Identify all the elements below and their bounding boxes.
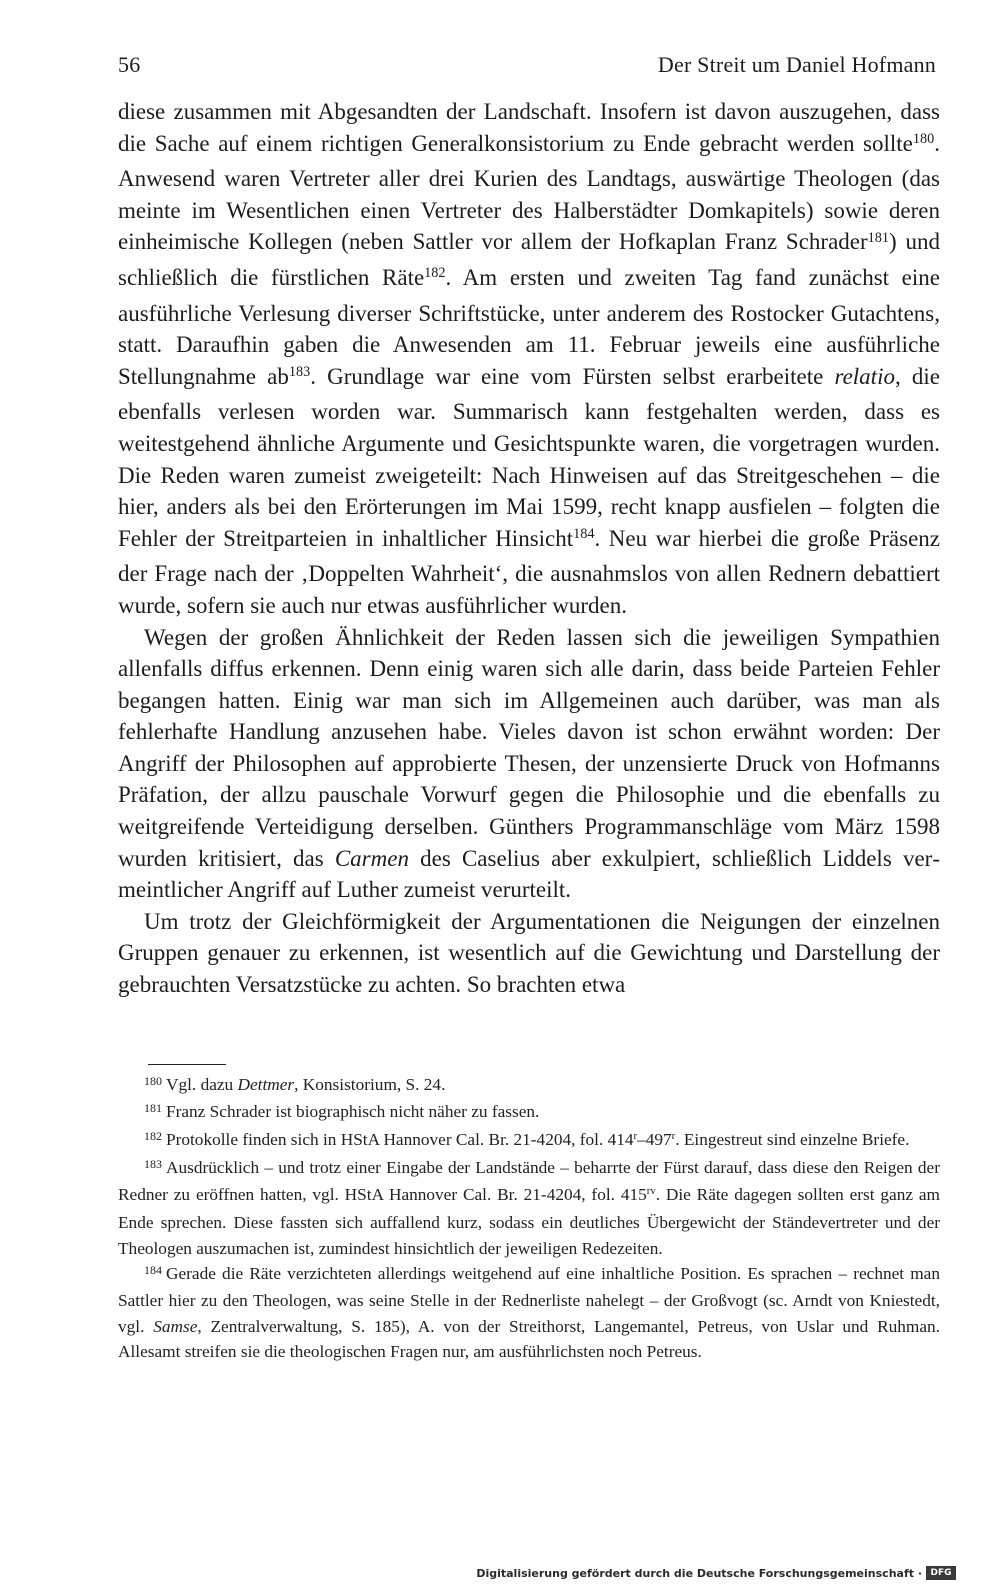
footnote-ref-183[interactable]: 183 bbox=[288, 363, 311, 380]
footnote-182: $^{182}$ Protokolle finden sich in HStA Hannover Cal. Br. 21-4204, fol. 414$^r$–497$^r$. Eingestreut sind einzelne Briefe. bbox=[144, 1128, 910, 1149]
italic-carmen: Carmen bbox=[334, 845, 409, 871]
italic-relatio: relatio bbox=[834, 363, 895, 389]
running-head bbox=[118, 52, 936, 84]
footnote-184: $^{184}$ Gerade die Räte verzichteten allerdings weitgehend auf eine inhaltliche Position. Es sprachen – rechnet man Sattler hier zu den Theologen, was seine Stelle in der Rednerliste nahelegt – der Großvogt (sc. Arndt von Kniestedt, vgl. Samse, Zentralverwaltung, S. 185), A. von der Streithorst, Langemantel, Petreus, von Uslar und Ruhman. Allesamt streifen sie die theologischen Fragen nur, am ausführlichsten noch Petreus. bbox=[118, 1263, 940, 1361]
footnote-ref-181[interactable]: 181 bbox=[867, 229, 890, 246]
credit-text: Digitalisierung gefördert durch die Deutsche Forschungsgemeinschaft · bbox=[476, 1566, 922, 1580]
digitization-credit bbox=[476, 1564, 956, 1582]
paragraph-3: Um trotz der Gleichförmigkeit der Argumentationen die Neigungen der einzelnen Gruppen genauer zu erkennen, ist wesentlich auf die Gewichtung und Darstellung der gebrauchten Versatzstücke zu achten. So brachten etwa bbox=[118, 908, 940, 998]
footnotes bbox=[118, 1072, 940, 1364]
page-number: 56 bbox=[118, 52, 141, 77]
footnote-ref-182[interactable]: 182 bbox=[424, 265, 446, 282]
dfg-logo-icon: DFG bbox=[926, 1566, 956, 1580]
footnote-181: $^{181}$ Franz Schrader ist biographisch nicht näher zu fassen. bbox=[144, 1101, 540, 1122]
paragraph-1: diese zusammen mit Abgesandten der Landschaft. Insofern ist davon auszugehen, dass die Sache auf einem richtigen Generalkonsistorium zu Ende gebracht werden sollte$^{180}$. Anwesend waren Vertreter aller drei Kurien des Landtags, auswärtige Theologen (das meinte im Wesentlichen einen Vertreter des Halberstädter Domkapitels) sowie deren einheimische Kollegen (neben Sattler vor allem der Hofkaplan Franz Schrader$^{181}$) und schließlich die fürstlichen Räte$^{182}$. Am ersten und zweiten Tag fand zunächst eine ausführliche Verlesung diverser Schriftstücke, unter anderem des Rostocker Gutachtens, statt. Daraufhin gaben die Anwesenden am 11. Februar jeweils eine ausführliche Stellungnahme $ab^{183}$. Grundlage war eine vom Fürsten selbst erarbeitete relatio, die ebenfalls verlesen worden war. Summarisch kann festgehalten werden, dass es weitestgehend ähnliche Argumente und Gesichtspunkte waren, die vorgetragen wurden. Die Reden waren zumeist zweigeteilt: Nach Hinweisen auf das Streitgeschehen – die hier, anders als bei den Erörterungen im Mai 1599, recht knapp ausfielen – folgten die Fehler der Streitparteien in inhaltlicher Hinsicht$^{184}$. Neu war hierbei die große Präsenz der Frage nach der ‚Doppelten Wahrheit‘, die ausnahmslos von allen Rednern debattiert wurde, sofern sie auch nur etwas ausführlicher wurden. bbox=[118, 99, 940, 618]
running-title: Der Streit um Daniel Hofmann bbox=[657, 52, 936, 77]
footnote-183: $^{183}$ Ausdrücklich – und trotz einer Eingabe der Landstände – beharrte der Fürst darauf, dass diese den Reigen der Redner zu eröffnen hatten, vgl. HStA Hannover Cal. Br. 21-4204, fol. $415^{rv}$. Die Räte dagegen sollten erst ganz am Ende sprechen. Diese fassten sich auffallend kurz, sodass ein deutliches Übergewicht der Ständevertreter und der Theologen auszumachen ist, zumindest hinsichtlich der jeweiligen Redezeiten. bbox=[118, 1156, 941, 1258]
footnote-180: $^{180}$ Vgl. dazu Dettmer, Konsistorium, S. 24. bbox=[144, 1074, 446, 1094]
main-text bbox=[118, 96, 940, 1001]
footnote-ref-180[interactable]: 180 bbox=[912, 130, 935, 147]
footnote-separator bbox=[148, 1064, 226, 1065]
paragraph-2: Wegen der großen Ähnlichkeit der Reden lassen sich die jeweiligen Sympathien allenfalls diffus erkennen. Denn einig waren sich alle darin, dass beide Parteien Fehler begangen hatten. Einig war man sich im Allgemeinen auch darüber, was man als fehlerhafte Handlung anzusehen habe. Vieles davon ist schon erwähnt worden: Der Angriff der Philosophen auf approbierte Thesen, der unzensierte Druck von Hofmanns Präfation, der allzu pauschale Vorwurf gegen die Philosophie und die ebenfalls zu weitgreifende Verteidigung derselben. Günthers Programmanschläge vom März 1598 wurden kritisiert, das Carmen des Caselius aber exkulpiert, schließlich Liddels vermeintlicher Angriff auf Luther zumeist verurteilt. bbox=[118, 624, 940, 903]
footnote-ref-184[interactable]: 184 bbox=[573, 525, 595, 542]
